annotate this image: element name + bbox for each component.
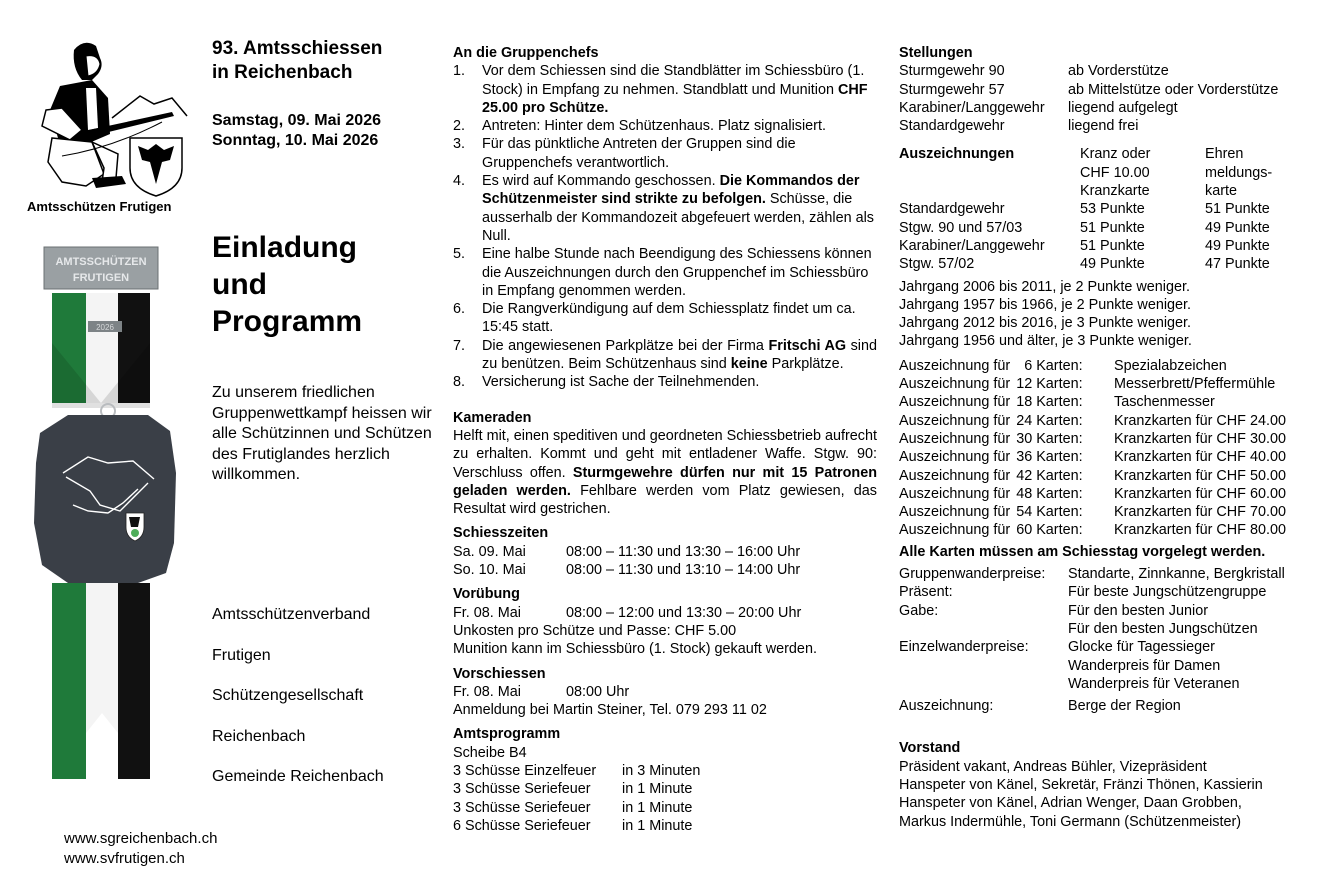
weapon-cell: Sturmgewehr 57 bbox=[899, 81, 1005, 98]
item-number: 5. bbox=[453, 246, 466, 263]
program-shots: 3 Schüsse Einzelfeuer bbox=[453, 762, 597, 779]
prize-label: Gruppenwanderpreise: bbox=[899, 566, 1046, 583]
vorstand-section bbox=[899, 739, 1314, 830]
svg-text:AMTSSCHÜTZEN: AMTSSCHÜTZEN bbox=[55, 256, 147, 268]
karten-award: Taschenmesser bbox=[1114, 394, 1215, 411]
karten-label: Auszeichnung für 18 Karten: bbox=[899, 394, 1083, 411]
karten-award: Kranzkarten für CHF 60.00 bbox=[1114, 485, 1286, 502]
kameraden-bold-text: Sturmgewehre dürfen nur mit 15 Patronen geladen werden. bbox=[453, 464, 877, 499]
organizer-place: Frutigen bbox=[212, 646, 271, 664]
karten-label: Auszeichnung für 42 Karten: bbox=[899, 467, 1083, 484]
weapon-cell: Stgw. 57/02 bbox=[899, 256, 975, 273]
kranz-cell: 49 Punkte bbox=[1080, 256, 1145, 273]
organizer-name: Gemeinde Reichenbach bbox=[212, 768, 384, 785]
website-link-sgreichenbach[interactable]: www.sgreichenbach.ch bbox=[64, 830, 218, 847]
item-text: Vor dem Schiessen sind die Standblätter im Schiessbüro (1. Stock) in Empfang zu nehmen. Standblatt und Munition bbox=[482, 63, 865, 98]
karten-label: Auszeichnung für 24 Karten: bbox=[899, 412, 1083, 429]
website-links bbox=[64, 829, 217, 869]
prize-label bbox=[899, 675, 1068, 693]
vorschiessen-section bbox=[453, 665, 877, 720]
program-shots: 3 Schüsse Seriefeuer bbox=[453, 781, 591, 798]
karten-award: Kranzkarten für CHF 30.00 bbox=[1114, 430, 1286, 447]
program-column bbox=[453, 44, 877, 835]
invitation-title-line2: und bbox=[212, 268, 267, 301]
item-bold-text: CHF 25.00 pro Schütze. bbox=[482, 81, 868, 116]
item-text: Für das pünktliche Antreten der Gruppen sind die Gruppenchefs verantwortlich. bbox=[482, 136, 796, 171]
kranz-cell: 51 Punkte bbox=[1080, 219, 1145, 236]
event-title-line1: 93. Amtsschiessen bbox=[212, 38, 383, 59]
schedule-day: Fr. 08. Mai bbox=[453, 683, 521, 700]
amtsprogramm-section bbox=[453, 725, 877, 835]
item-number: 7. bbox=[453, 337, 466, 354]
kameraden-text-part: Fehlbare werden vom Platz gewiesen, das Resultat wird gestrichen. bbox=[453, 482, 877, 518]
weapon-cell: Karabiner/Langgewehr bbox=[899, 99, 1045, 116]
ehren-cell: 49 Punkte bbox=[1205, 237, 1270, 254]
karten-award: Kranzkarten für CHF 24.00 bbox=[1114, 412, 1286, 429]
organizer-name: Schützengesellschaft bbox=[212, 687, 364, 704]
program-time: in 3 Minuten bbox=[622, 762, 701, 779]
item-number: 2. bbox=[453, 118, 466, 135]
column-header: karte bbox=[1205, 183, 1237, 200]
karten-award: Kranzkarten für CHF 80.00 bbox=[1114, 522, 1286, 539]
list-item bbox=[453, 245, 877, 300]
amtsschuetzen-logo bbox=[22, 38, 192, 218]
karten-award: Kranzkarten für CHF 40.00 bbox=[1114, 449, 1286, 466]
kameraden-heading: Kameraden bbox=[453, 409, 532, 426]
karten-table bbox=[899, 357, 1314, 540]
stellungen-table bbox=[899, 62, 1314, 135]
column-header: CHF 10.00 bbox=[1080, 164, 1150, 181]
program-row bbox=[453, 780, 877, 798]
schedule-time: 08:00 – 11:30 und 13:30 – 16:00 Uhr bbox=[566, 543, 801, 560]
amtsprogramm-heading: Amtsprogramm bbox=[453, 726, 561, 743]
prize-value: Wanderpreis für Damen bbox=[1068, 657, 1221, 674]
organizer-item bbox=[212, 767, 384, 788]
item-text-after: Parkplätze. bbox=[767, 356, 844, 373]
item-number: 1. bbox=[453, 63, 466, 80]
weapon-cell: Sturmgewehr 90 bbox=[899, 63, 1005, 80]
gruppenchefs-list bbox=[453, 62, 877, 391]
list-item bbox=[453, 62, 877, 117]
item-text-after: Schüsse, die ausserhalb der Kommandozeit abgefeuert werden, zählen als Null. bbox=[482, 191, 874, 244]
item-text: Die angewiesenen Parkplätze bei der Firma bbox=[482, 337, 769, 354]
auszeichnungen-table bbox=[899, 145, 1314, 273]
invitation-title-line1: Einladung bbox=[212, 231, 357, 264]
jahrgang-note: Jahrgang 2012 bis 2016, je 3 Punkte weniger. bbox=[899, 315, 1192, 332]
item-text: Die Rangverkündigung auf dem Schiessplatz findet um ca. 15:45 statt. bbox=[482, 301, 856, 336]
jahrgang-notes bbox=[899, 278, 1314, 351]
ehren-cell: 47 Punkte bbox=[1205, 256, 1270, 273]
schedule-time: 08:00 – 12:00 und 13:30 – 20:00 Uhr bbox=[566, 604, 802, 621]
program-time: in 1 Minute bbox=[622, 799, 693, 816]
item-text: Es wird auf Kommando geschossen. bbox=[482, 173, 720, 190]
medal-image bbox=[28, 243, 178, 783]
svg-text:2026: 2026 bbox=[96, 323, 114, 332]
invitation-title bbox=[212, 229, 362, 340]
list-item bbox=[453, 117, 877, 135]
column-header: Ehren bbox=[1205, 146, 1244, 163]
position-cell: ab Vorderstütze bbox=[1068, 63, 1169, 80]
kranz-cell: 51 Punkte bbox=[1080, 237, 1145, 254]
program-row bbox=[453, 817, 877, 835]
organizer-place: Reichenbach bbox=[212, 727, 306, 745]
item-bold-text: Fritschi AG bbox=[768, 337, 847, 354]
karten-label: Auszeichnung für 6 Karten: bbox=[899, 357, 1083, 374]
auszeichnungen-heading: Auszeichnungen bbox=[899, 146, 1015, 163]
vorstand-line: Präsident vakant, Andreas Bühler, Vizepräsident bbox=[899, 758, 1207, 775]
vorstand-line: Hanspeter von Känel, Sekretär, Fränzi Thönen, Kassierin bbox=[899, 776, 1263, 793]
vorstand-line: Markus Indermühle, Toni Germann (Schützenmeister) bbox=[899, 813, 1242, 830]
ehren-cell: 51 Punkte bbox=[1205, 201, 1270, 218]
position-cell: ab Mittelstütze oder Vorderstütze bbox=[1068, 81, 1279, 98]
organizer-name: Amtsschützenverband bbox=[212, 606, 371, 623]
weapon-cell: Standardgewehr bbox=[899, 201, 1005, 218]
prize-label bbox=[899, 620, 1068, 638]
schedule-row bbox=[453, 561, 877, 579]
item-number: 3. bbox=[453, 136, 466, 153]
kameraden-text bbox=[453, 427, 877, 518]
karten-award: Kranzkarten für CHF 70.00 bbox=[1114, 504, 1286, 521]
vorstand-heading: Vorstand bbox=[899, 740, 961, 757]
slate-medal-with-mountain-icon bbox=[28, 243, 178, 783]
schedule-row bbox=[453, 683, 877, 701]
list-item bbox=[453, 300, 877, 337]
karten-label: Auszeichnung für 30 Karten: bbox=[899, 430, 1083, 447]
karten-notice: Alle Karten müssen am Schiesstag vorgelegt werden. bbox=[899, 543, 1266, 560]
program-time: in 1 Minute bbox=[622, 817, 693, 834]
list-item bbox=[453, 373, 877, 391]
list-item bbox=[453, 337, 877, 374]
column-header: Kranzkarte bbox=[1080, 183, 1150, 200]
item-number: 6. bbox=[453, 301, 466, 318]
voruebung-cost: Unkosten pro Schütze und Passe: CHF 5.00 bbox=[453, 622, 737, 639]
event-date-sunday: Sonntag, 10. Mai 2026 bbox=[212, 132, 379, 149]
prize-label: Einzelwanderpreise: bbox=[899, 639, 1029, 656]
weapon-cell: Standardgewehr bbox=[899, 118, 1005, 135]
schedule-row bbox=[453, 604, 877, 622]
schiesszeiten-section bbox=[453, 524, 877, 579]
schedule-day: So. 10. Mai bbox=[453, 562, 526, 579]
weapon-cell: Karabiner/Langgewehr bbox=[899, 237, 1045, 254]
award-label: Auszeichnung: bbox=[899, 698, 994, 715]
karten-label: Auszeichnung für 60 Karten: bbox=[899, 522, 1083, 539]
vorschiessen-heading: Vorschiessen bbox=[453, 665, 546, 682]
program-row bbox=[453, 762, 877, 780]
voruebung-ammo-note: Munition kann im Schiessbüro (1. Stock) gekauft werden. bbox=[453, 641, 817, 658]
prize-label: Präsent: bbox=[899, 584, 953, 601]
voruebung-section bbox=[453, 585, 877, 658]
event-date-saturday: Samstag, 09. Mai 2026 bbox=[212, 112, 381, 129]
item-text: Antreten: Hinter dem Schützenhaus. Platz signalisiert. bbox=[482, 118, 826, 135]
website-link-svfrutigen[interactable]: www.svfrutigen.ch bbox=[64, 850, 185, 867]
program-time: in 1 Minute bbox=[622, 781, 693, 798]
award-value: Berge der Region bbox=[1068, 698, 1181, 715]
vorstand-line: Hanspeter von Känel, Adrian Wenger, Daan Grobben, bbox=[899, 795, 1242, 812]
prize-label: Gabe: bbox=[899, 602, 939, 619]
prize-value: Glocke für Tagessieger bbox=[1068, 639, 1215, 656]
event-title bbox=[212, 37, 382, 85]
organizer-item bbox=[212, 686, 384, 747]
gruppenchefs-heading: An die Gruppenchefs bbox=[453, 45, 599, 61]
award-row bbox=[899, 697, 1314, 715]
karten-award: Kranzkarten für CHF 50.00 bbox=[1114, 467, 1286, 484]
svg-text:FRUTIGEN: FRUTIGEN bbox=[72, 272, 130, 284]
event-dates bbox=[212, 111, 381, 151]
item-number: 8. bbox=[453, 374, 466, 391]
weapon-cell: Stgw. 90 und 57/03 bbox=[899, 219, 1023, 236]
prize-value: Für den besten Junior bbox=[1068, 602, 1208, 619]
list-item bbox=[453, 172, 877, 245]
organizers-list bbox=[212, 605, 384, 808]
invitation-title-line3: Programm bbox=[212, 305, 363, 338]
schedule-day: Fr. 08. Mai bbox=[453, 604, 521, 621]
schiesszeiten-heading: Schiesszeiten bbox=[453, 525, 549, 542]
karten-label: Auszeichnung für 48 Karten: bbox=[899, 485, 1083, 502]
awards-column bbox=[899, 44, 1314, 831]
logo-caption: Amtsschützen Frutigen bbox=[27, 199, 172, 214]
preise-table bbox=[899, 565, 1314, 693]
prize-value: Standarte, Zinnkanne, Bergkristall bbox=[1068, 566, 1285, 583]
item-text: Versicherung ist Sache der Teilnehmenden. bbox=[482, 374, 760, 391]
prize-value: Für den besten Jungschützen bbox=[1068, 620, 1258, 637]
karten-award: Messerbrett/Pfeffermühle bbox=[1114, 376, 1276, 393]
item-number: 4. bbox=[453, 173, 466, 190]
prize-value: Wanderpreis für Veteranen bbox=[1068, 675, 1240, 692]
rifleman-with-eagle-crest-icon bbox=[22, 38, 192, 198]
karten-label: Auszeichnung für 12 Karten: bbox=[899, 376, 1083, 393]
item-bold-text: keine bbox=[730, 356, 768, 373]
item-text-after: sind zu benützen. Beim Schützenhaus sind bbox=[482, 337, 877, 373]
item-text: Eine halbe Stunde nach Beendigung des Schiessens können die Auszeichnungen durch den Gruppenchef im Schiessbüro in Empfang genommen werden. bbox=[482, 246, 872, 299]
vorschiessen-registration: Anmeldung bei Martin Steiner, Tel. 079 293 11 02 bbox=[453, 702, 767, 719]
jahrgang-note: Jahrgang 1956 und älter, je 3 Punkte weniger. bbox=[899, 333, 1192, 350]
prize-value: Für beste Jungschützengruppe bbox=[1068, 584, 1267, 601]
column-header: Kranz oder bbox=[1080, 146, 1151, 163]
event-title-line2: in Reichenbach bbox=[212, 62, 353, 83]
stellungen-heading: Stellungen bbox=[899, 45, 973, 61]
voruebung-heading: Vorübung bbox=[453, 586, 520, 603]
karten-label: Auszeichnung für 54 Karten: bbox=[899, 504, 1083, 521]
kameraden-section bbox=[453, 409, 877, 519]
program-shots: 6 Schüsse Seriefeuer bbox=[453, 817, 591, 834]
amtsprogramm-target: Scheibe B4 bbox=[453, 744, 527, 761]
program-row bbox=[453, 799, 877, 817]
program-shots: 3 Schüsse Seriefeuer bbox=[453, 799, 591, 816]
position-cell: liegend frei bbox=[1068, 118, 1139, 135]
list-item bbox=[453, 135, 877, 172]
schedule-time: 08:00 Uhr bbox=[566, 683, 630, 700]
prize-label bbox=[899, 657, 1068, 675]
ehren-cell: 49 Punkte bbox=[1205, 219, 1270, 236]
jahrgang-note: Jahrgang 2006 bis 2011, je 2 Punkte weniger. bbox=[899, 278, 1190, 295]
item-bold-text: Die Kommandos der Schützenmeister sind strikte zu befolgen. bbox=[482, 173, 860, 208]
position-cell: liegend aufgelegt bbox=[1068, 99, 1178, 116]
karten-award: Spezialabzeichen bbox=[1114, 357, 1227, 374]
jahrgang-note: Jahrgang 1957 bis 1966, je 2 Punkte weniger. bbox=[899, 296, 1192, 313]
schedule-row bbox=[453, 543, 877, 561]
schedule-day: Sa. 09. Mai bbox=[453, 543, 526, 560]
organizer-item bbox=[212, 605, 384, 666]
karten-label: Auszeichnung für 36 Karten: bbox=[899, 449, 1083, 466]
kranz-cell: 53 Punkte bbox=[1080, 201, 1145, 218]
welcome-text: Zu unserem friedlichen Gruppenwettkampf heissen wir alle Schützinnen und Schützen des Frutiglandes herzlich willkommen. bbox=[212, 384, 432, 483]
schedule-time: 08:00 – 11:30 und 13:10 – 14:00 Uhr bbox=[566, 562, 801, 579]
column-header: meldungs- bbox=[1205, 164, 1273, 181]
kameraden-text-part: Helft mit, einen speditiven und geordneten Schiessbetrieb aufrecht zu erhalten. Kommt und geht mit entladener Waffe. Stgw. 90: Verschluss offen. bbox=[453, 427, 877, 481]
